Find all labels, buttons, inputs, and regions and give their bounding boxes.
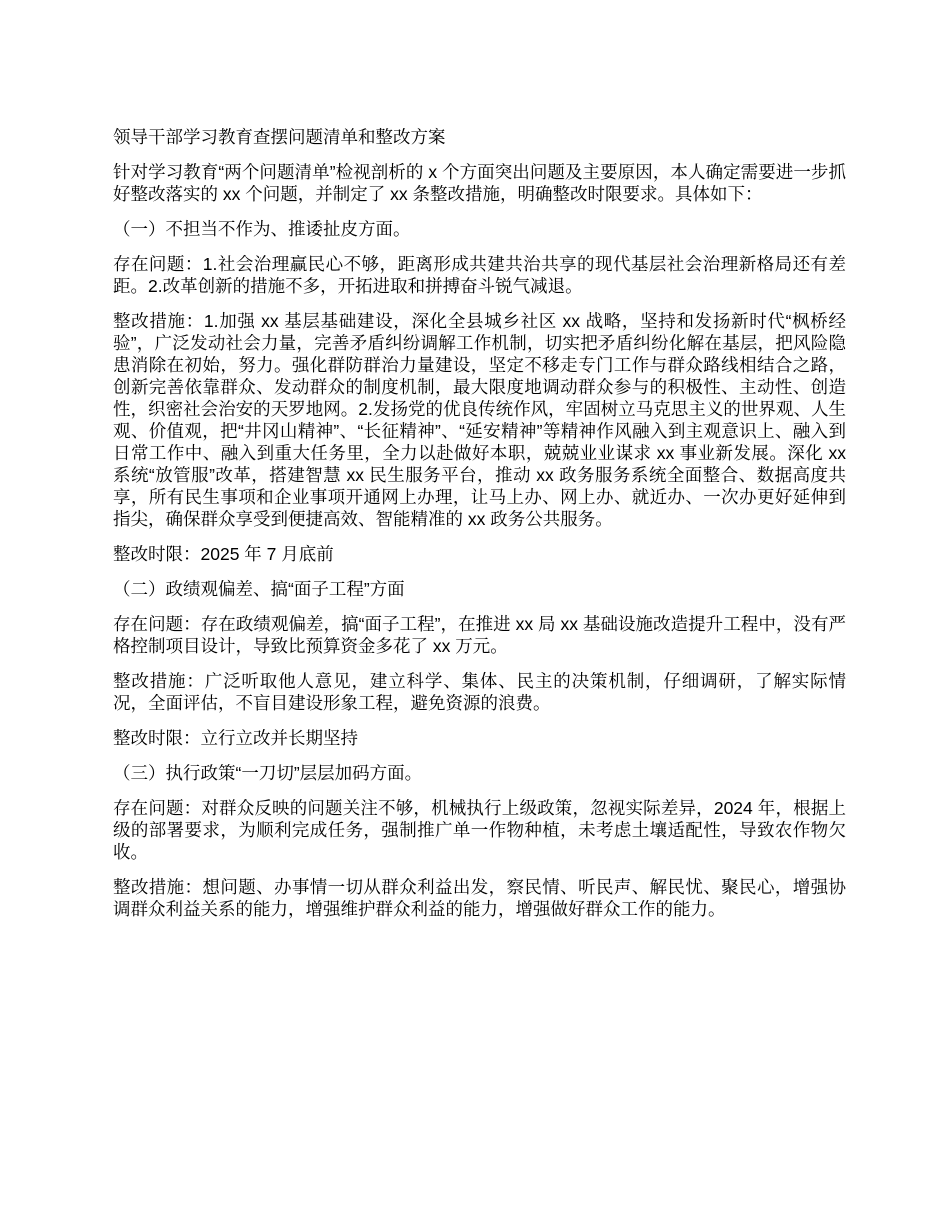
section-2-deadline: 整改时限：立行立改并长期坚持 <box>113 728 358 748</box>
section-1-problem: 存在问题：1.社会治理赢民心不够，距离形成共建共治共享的现代基层社会治理新格局还有差距。2.改革创新的措施不多，开拓进取和拼搏奋斗锐气减退。 <box>113 254 846 296</box>
section-3-heading: （三）执行政策“一刀切”层层加码方面。 <box>113 763 423 783</box>
section-3-problem: 存在问题：对群众反映的问题关注不够，机械执行上级政策，忽视实际差异，2024 年，根据上级的部署要求，为顺利完成任务，强制推广单一作物种植，未考虑土壤适配性，导致农作物欠收。 <box>113 798 846 862</box>
section-1-deadline: 整改时限：2025 年 7 月底前 <box>113 544 334 564</box>
document-body <box>113 126 846 933</box>
intro-paragraph: 针对学习教育“两个问题清单”检视剖析的 x 个方面突出问题及主要原因，本人确定需要进一步抓好整改落实的 xx 个问题，并制定了 xx 条整改措施，明确整改时限要求。具体如下： <box>113 162 846 204</box>
section-1-measures: 整改措施：1.加强 xx 基层基础建设，深化全县城乡社区 xx 战略，坚持和发扬新时代“枫桥经验”，广泛发动社会力量，完善矛盾纠纷调解工作机制，切实把矛盾纠纷化解在基层，把风险隐患消除在初始，努力。强化群防群治力量建设，坚定不移走专门工作与群众路线相结合之路，创新完善依靠群众、发动群众的制度机制，最大限度地调动群众参与的积极性、主动性、创造性，织密社会治安的天罗地网。2.发扬党的优良传统作风，牢固树立马克思主义的世界观、人生观、价值观，把“井冈山精神”、“长征精神”、“延安精神”等精神作风融入到主观意识上、融入到日常工作中、融入到重大任务里，全力以赴做好本职，兢兢业业谋求 xx 事业新发展。深化 xx 系统“放管服”改革，搭建智慧 xx 民生服务平台，推动 xx 政务服务系统全面整合、数据高度共享，所有民生事项和企业事项开通网上办理，让马上办、网上办、就近办、一次办更好延伸到指尖，确保群众享受到便捷高效、智能精准的 xx 政务公共服务。 <box>113 311 846 529</box>
section-2-measures: 整改措施：广泛听取他人意见，建立科学、集体、民主的决策机制，仔细调研，了解实际情况，全面评估，不盲目建设形象工程，避免资源的浪费。 <box>113 671 846 713</box>
section-1-heading: （一）不担当不作为、推诿扯皮方面。 <box>113 219 411 239</box>
section-2-heading: （二）政绩观偏差、搞“面子工程”方面 <box>113 579 405 599</box>
doc-title: 领导干部学习教育查摆问题清单和整改方案 <box>113 127 446 147</box>
section-3-measures: 整改措施：想问题、办事情一切从群众利益出发，察民情、听民声、解民忧、聚民心，增强协调群众利益关系的能力，增强维护群众利益的能力，增强做好群众工作的能力。 <box>113 877 846 919</box>
section-2-problem: 存在问题：存在政绩观偏差，搞“面子工程”，在推进 xx 局 xx 基础设施改造提升工程中，没有严格控制项目设计，导致比预算资金多花了 xx 万元。 <box>113 614 846 656</box>
